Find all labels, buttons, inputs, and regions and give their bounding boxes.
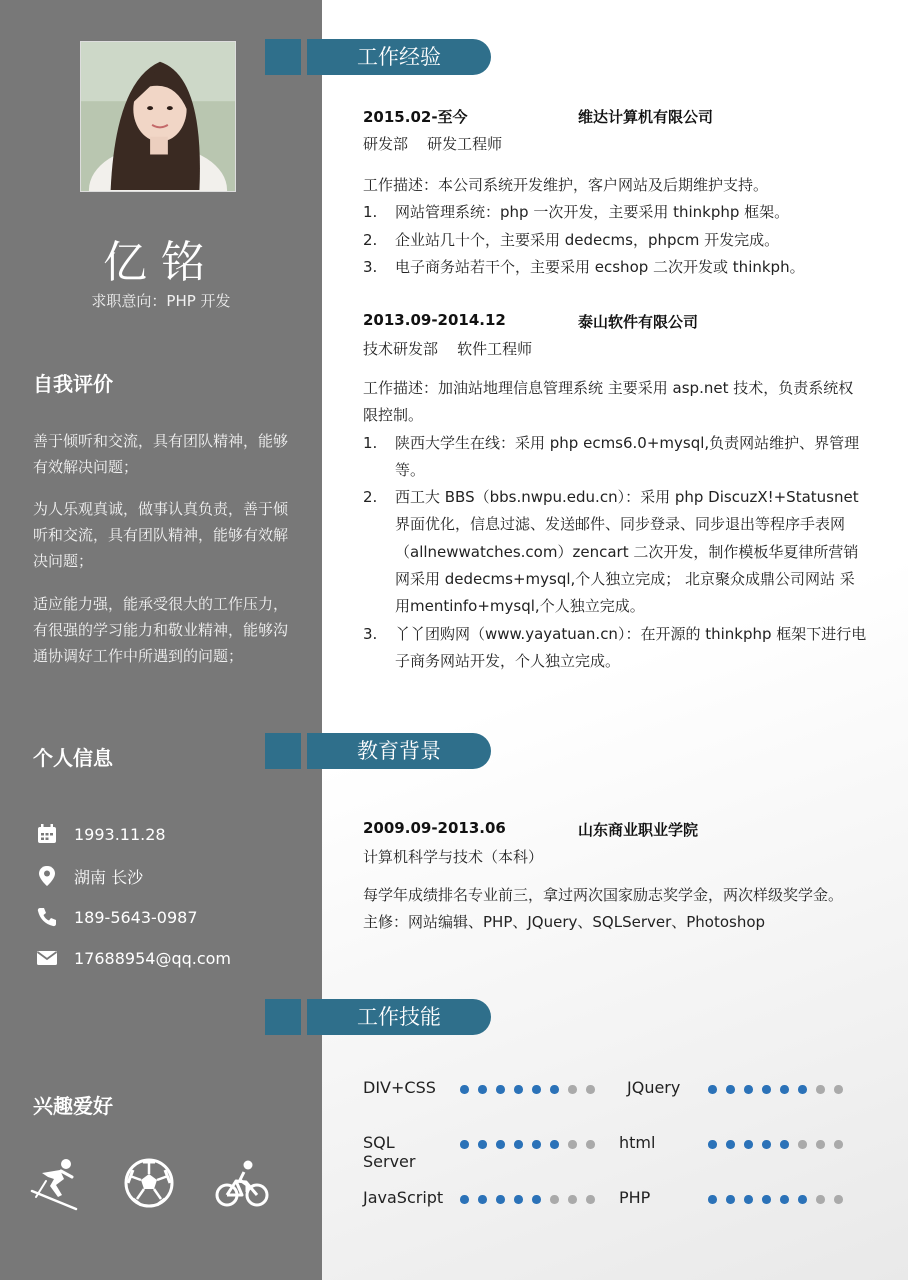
skill-dot-filled <box>496 1085 505 1094</box>
section-tab-education <box>265 733 493 769</box>
skill-dot-filled <box>550 1085 559 1094</box>
item-text: 企业站几十个，主要采用 dedecms，phpcm 开发完成。 <box>395 230 780 249</box>
skill-name: PHP <box>619 1188 651 1207</box>
skill-dot-filled <box>798 1195 807 1204</box>
job-date: 2013.09-2014.12 <box>363 311 506 329</box>
phone-row <box>36 905 198 929</box>
job-item <box>363 254 868 281</box>
skill-dot-empty <box>834 1195 843 1204</box>
job-item <box>363 430 868 485</box>
education-line: 每学年成绩排名专业前三，拿过两次国家励志奖学金，两次样级奖学金。 <box>363 886 844 904</box>
skill-dot-filled <box>460 1085 469 1094</box>
skill-dot-filled <box>780 1195 789 1204</box>
phone-icon <box>36 906 58 928</box>
soccer-ball-icon <box>121 1155 177 1211</box>
sidebar <box>0 0 322 1280</box>
skill-dot-filled <box>478 1085 487 1094</box>
skill-dot-empty <box>550 1195 559 1204</box>
skill-dot-filled <box>532 1195 541 1204</box>
section-tab-square <box>265 733 301 769</box>
skill-dot-filled <box>744 1140 753 1149</box>
skill-dot-filled <box>460 1195 469 1204</box>
item-number: 3. <box>363 624 378 643</box>
section-tab-skills <box>265 999 493 1035</box>
job-company: 泰山软件有限公司 <box>578 313 699 331</box>
skill-dot-filled <box>708 1085 717 1094</box>
skill-dot-filled <box>744 1085 753 1094</box>
skill-dot-filled <box>514 1140 523 1149</box>
job-description <box>363 375 868 675</box>
phone-text: 189-5643-0987 <box>74 907 198 927</box>
skill-dot-filled <box>496 1140 505 1149</box>
self-eval-paragraph: 适应能力强，能承受很大的工作压力，有很强的学习能力和敬业精神，能够沟通协调好工作中所遇到的问题； <box>33 595 289 665</box>
skill-dot-filled <box>478 1140 487 1149</box>
profile-photo <box>80 41 236 192</box>
skill-name: SQL Server <box>363 1133 416 1171</box>
skill-dot-filled <box>708 1195 717 1204</box>
skill-dot-empty <box>816 1195 825 1204</box>
skill-level-dots <box>708 1085 843 1094</box>
skill-dot-empty <box>816 1140 825 1149</box>
skill-name: html <box>619 1133 656 1152</box>
birthday-text: 1993.11.28 <box>74 824 166 844</box>
skill-dot-filled <box>496 1195 505 1204</box>
skill-dot-filled <box>726 1085 735 1094</box>
skiing-icon <box>28 1155 84 1211</box>
education-line: 主修：网站编辑、PHP、JQuery、SQLServer、Photoshop <box>363 913 766 932</box>
item-text: 陕西大学生在线：采用 php ecms6.0+mysql,负责网站维护、界管理等。 <box>395 433 860 479</box>
skill-dot-filled <box>478 1195 487 1204</box>
location-pin-icon <box>36 865 58 887</box>
self-eval-paragraph: 善于倾听和交流，具有团队精神，能够有效解决问题； <box>33 432 289 476</box>
section-title-skills: 工作技能 <box>307 999 491 1035</box>
section-tab-work <box>265 39 493 75</box>
job-item <box>363 484 868 620</box>
job-desc-text: 工作描述：本公司系统开发维护，客户网站及后期维护支持。 <box>363 176 769 194</box>
item-number: 2. <box>363 488 378 507</box>
skill-dot-filled <box>780 1085 789 1094</box>
item-text: 西工大 BBS（bbs.nwpu.edu.cn）：采用 php DiscuzX!+Statusnet界面优化，信息过滤、发送邮件、同步登录、同步退出等程序手表网（allnewwatches.com）zencart 二次开发，制作模板华夏律所营销网采用 dedecms+mysql,个人独立完成； 北京聚众成鼎公司网站 采用mentinfo+mysql,个人独立完成。 <box>395 488 859 616</box>
skill-dot-filled <box>532 1140 541 1149</box>
education-date: 2009.09-2013.06 <box>363 819 506 837</box>
skill-dot-empty <box>834 1085 843 1094</box>
job-intent: 求职意向：PHP 开发 <box>91 292 231 310</box>
candidate-name: 亿铭 <box>103 237 219 288</box>
skill-level-dots <box>708 1195 843 1204</box>
skill-dot-empty <box>568 1085 577 1094</box>
job-date: 2015.02-至今 <box>363 108 468 126</box>
mail-icon <box>36 947 58 969</box>
skill-dot-filled <box>726 1140 735 1149</box>
self-eval-paragraph: 为人乐观真诚，做事认真负责，善于倾听和交流，具有团队精神，能够有效解决问题； <box>33 500 289 570</box>
skill-dot-filled <box>726 1195 735 1204</box>
location-row <box>36 864 143 888</box>
skill-name: JavaScript <box>363 1188 444 1207</box>
skill-name: DIV+CSS <box>363 1078 436 1097</box>
skill-dot-empty <box>834 1140 843 1149</box>
email-row <box>36 946 231 970</box>
item-number: 1. <box>363 203 378 222</box>
skill-dot-filled <box>762 1085 771 1094</box>
skill-level-dots <box>460 1140 595 1149</box>
birthday-row <box>36 822 166 846</box>
skill-dot-filled <box>762 1195 771 1204</box>
skill-level-dots <box>460 1195 595 1204</box>
job-company: 维达计算机有限公司 <box>578 108 714 126</box>
skill-level-dots <box>708 1140 843 1149</box>
section-tab-square <box>265 39 301 75</box>
location-text: 湖南 长沙 <box>74 867 144 887</box>
skill-dot-empty <box>568 1195 577 1204</box>
cycling-icon <box>214 1155 270 1211</box>
skill-dot-empty <box>586 1085 595 1094</box>
item-text: 丫丫团购网（www.yayatuan.cn）：在开源的 thinkphp 框架下进行电子商务网站开发，个人独立完成。 <box>395 624 867 670</box>
education-major: 计算机科学与技术（本科） <box>363 848 544 866</box>
skill-dot-filled <box>514 1085 523 1094</box>
skill-dot-empty <box>798 1140 807 1149</box>
section-title-education: 教育背景 <box>307 733 491 769</box>
skill-dot-filled <box>550 1140 559 1149</box>
skill-dot-filled <box>780 1140 789 1149</box>
section-tab-square <box>265 999 301 1035</box>
item-number: 3. <box>363 257 378 276</box>
hobbies-heading: 兴趣爱好 <box>33 1094 113 1118</box>
education-details <box>363 882 868 937</box>
skill-dot-empty <box>568 1140 577 1149</box>
skill-dot-filled <box>762 1140 771 1149</box>
job-description <box>363 172 868 281</box>
education-school: 山东商业职业学院 <box>578 821 699 839</box>
skill-dot-empty <box>586 1140 595 1149</box>
skill-level-dots <box>460 1085 595 1094</box>
job-item <box>363 621 868 676</box>
job-role: 研发部 研发工程师 <box>363 135 503 153</box>
skill-dot-filled <box>744 1195 753 1204</box>
item-text: 网站管理系统：php 一次开发，主要采用 thinkphp 框架。 <box>395 203 790 222</box>
personal-info-heading: 个人信息 <box>33 746 113 770</box>
job-item <box>363 227 868 254</box>
item-text: 电子商务站若干个，主要采用 ecshop 二次开发或 thinkph。 <box>395 257 805 276</box>
item-number: 2. <box>363 230 378 249</box>
job-role: 技术研发部 软件工程师 <box>363 340 533 358</box>
skill-name: JQuery <box>627 1078 681 1097</box>
skill-dot-empty <box>816 1085 825 1094</box>
hobbies-icons <box>28 1155 270 1211</box>
section-title-work: 工作经验 <box>307 39 491 75</box>
skill-dot-filled <box>798 1085 807 1094</box>
skill-dot-filled <box>514 1195 523 1204</box>
job-item <box>363 199 868 226</box>
skill-dot-empty <box>586 1195 595 1204</box>
skill-dot-filled <box>708 1140 717 1149</box>
job-desc-text: 工作描述：加油站地理信息管理系统 主要采用 asp.net 技术，负责系统权限控制。 <box>363 379 854 425</box>
email-text: 17688954@qq.com <box>74 948 232 968</box>
calendar-icon <box>36 823 58 845</box>
self-eval-heading: 自我评价 <box>33 372 113 396</box>
skill-dot-filled <box>460 1140 469 1149</box>
item-number: 1. <box>363 433 378 452</box>
skill-dot-filled <box>532 1085 541 1094</box>
